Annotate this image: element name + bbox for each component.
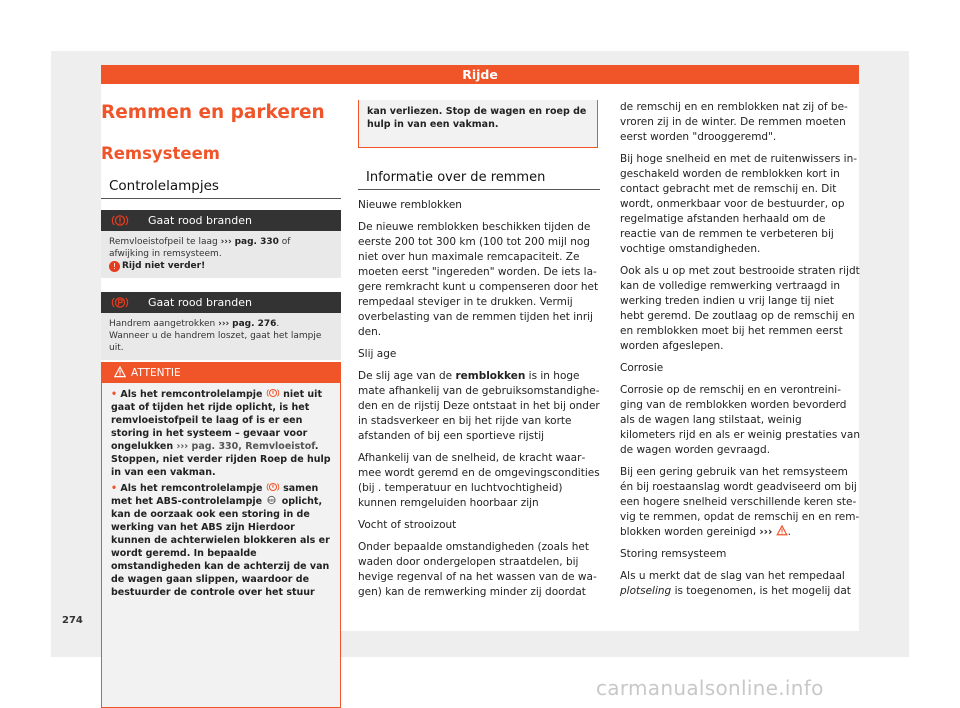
paragraph: Onder bepaalde omstandigheden (zoals het waden door ondergelopen straatdelen, bij hevige regenval of na het wassen van de wagen) kan de remwerking minder zij doordat [358, 541, 597, 598]
text: niet uit gaat of tijden het rijde oplicht, is het remvloeistofpeil te laag of is er een storing in het systeem – gevaar voor ongelukken [111, 389, 322, 452]
subheading: Vocht of strooizout [358, 519, 457, 531]
svg-text:ABS: ABS [267, 498, 276, 503]
warning-body [101, 231, 341, 278]
text: is toegenomen, is het mogelij dat [674, 585, 851, 597]
warning-bar [101, 210, 341, 231]
handbrake-icon [111, 296, 129, 309]
attention-box [101, 362, 341, 708]
paragraph: Afhankelij van de snelheid, de kracht waarmee wordt geremd en de omgevingscondities (bij . temperatuur en luchtvochtigheid) kunnen remgeluiden hoorbaar zijn [358, 452, 600, 509]
paragraph: Ook als u op met zout bestrooide straten rijdt kan de volledige remwerking vertraagd in werking treden indien u vrij lange tij niet hebt geremd. De zoutlaag op de remschij en en remblokken moet bij het remmen eerst worden afgeslepen. [620, 265, 860, 352]
warning-bold-text: Rijd niet verder! [122, 261, 206, 271]
ref-arrows: ››› [176, 441, 189, 452]
text: De slij age van de [358, 370, 453, 382]
ref-arrows: ››› [220, 237, 232, 247]
section-heading: Informatie over de remmen [366, 170, 546, 185]
text: Bij een gering gebruik van het remsysteem én bij roestaanslag wordt geadviseerd om bij een hogere snelheid verschillende keren stevig te remmen, opdat de remschij en en remblokken worden gereinigd [620, 466, 860, 538]
subheading: Corrosie [620, 362, 664, 374]
page-reference[interactable]: pag. 330 [234, 237, 279, 247]
warning-lamp-brake-fluid [101, 210, 341, 278]
text: . Stoppen, niet verder rijden Roep de hulp in van een vakman. [111, 441, 331, 478]
text: Als u merkt dat de slag van het rempedaal [620, 570, 845, 582]
brake-warning-icon [266, 388, 280, 398]
warning-triangle-icon [114, 366, 126, 378]
paragraph: Bij hoge snelheid en met de ruitenwissers ingeschakeld worden de remblokken kort in contact gebracht met de remschij en. Dit wordt, onmerkbaar voor de bestuurder, op regelmatige afstanden herhaald om de reactie van de remmen te verbeteren bij vochtige omstandigheden. [620, 153, 858, 255]
attention-header [102, 363, 340, 383]
paragraph [358, 369, 600, 444]
attention-item-1 [111, 388, 334, 479]
bullet: • [111, 389, 118, 400]
warning-lamp-handbrake [101, 292, 341, 360]
red-warning-icon: ! [109, 261, 120, 272]
page-number: 274 [62, 615, 83, 626]
brake-warning-icon [266, 482, 280, 492]
ref-arrows: ››› [759, 526, 773, 538]
attention-item-2 [111, 482, 334, 599]
paragraph: Corrosie op de remschij en en verontreiniging van de remblokken worden bevorderd als de wagen lang stilstaat, weinig kilometers rijd en als er weinig prestaties van de wagen worden gevraagd. [620, 384, 860, 456]
paragraph [620, 569, 860, 599]
warning-body [101, 313, 341, 360]
warning-text-end: . [276, 319, 280, 329]
subheading: Slij age [358, 348, 397, 360]
page-header: Rijde [101, 65, 859, 84]
divider [358, 189, 600, 190]
brake-warning-icon [111, 214, 129, 227]
attention-body [102, 383, 340, 599]
warning-text-end: of afwijking in remsysteem. [109, 237, 291, 259]
text: Als het remcontrolelampje [120, 483, 263, 494]
subheading: Storing remsysteem [620, 548, 727, 560]
attention-title: ATTENTIE [131, 367, 181, 379]
bullet: • [111, 483, 118, 494]
warning-bar [101, 292, 341, 313]
text: is in hoge mate afhankelij van de gebruiksomstandigheden en de rijstij Deze ontstaat in het bij onder in stadsverkeer en bij het rijde van korte afstanden of bij een sportieve rijstij [358, 370, 600, 442]
warning-triangle-icon[interactable] [776, 525, 788, 536]
paragraph [620, 465, 860, 540]
warning-bar-label: Gaat rood branden [148, 296, 252, 309]
italic-text: plotseling [620, 585, 672, 597]
paragraph: de remschij en en remblokken nat zij of bevroren zij in de winter. De remmen moeten eerst worden "drooggeremd". [620, 101, 848, 143]
abs-icon [265, 495, 278, 505]
text: oplicht, kan de oorzaak ook een storing in de werking van het ABS zijn Hierdoor kunnen de achterwielen blokkeren als er wordt geremd. In bepaalde omstandigheden kan de achterzij de van de wagen gaan slippen, waardoor de bestuurder de controle over het stuur [111, 496, 330, 598]
text: samen met het ABS-controlelampje [111, 483, 319, 507]
column-3 [620, 100, 860, 606]
watermark: carmanualsonline.info [596, 676, 824, 700]
warning-text: Remvloeistofpeil te laag [109, 237, 218, 247]
attention-box-continued: kan verliezen. Stop de wagen en roep de hulp in van een vakman. [358, 100, 598, 148]
bold-text: remblokken [455, 370, 526, 382]
subheading: Nieuwe remblokken [358, 199, 462, 211]
chapter-title: Remmen en parkeren [101, 102, 325, 123]
paragraph: De nieuwe remblokken beschikken tijden de eerste 200 tot 300 km (100 tot 200 mijl nog niet over hun maximale remcapaciteit. Ze moeten eerst "ingereden" worden. De iets lagere remkracht kunt u compenseren door het rempedaal steviger in te drukken. Vermij overbelasting van de remmen tijden het inrij den. [358, 221, 599, 338]
page-reference[interactable]: pag. 330, Remvloeistof [191, 441, 315, 452]
ref-arrows: ››› [218, 319, 230, 329]
page-reference[interactable]: pag. 276 [232, 319, 277, 329]
warning-text: Handrem aangetrokken [109, 319, 216, 329]
section-title: Remsysteem [101, 144, 220, 163]
divider [101, 198, 341, 199]
text: Als het remcontrolelampje [120, 389, 263, 400]
text: . [787, 526, 792, 538]
warning-text-2: Wanneer u de handrem loszet, gaat het lampje uit. [109, 331, 322, 353]
subsection-title: Controlelampjes [109, 178, 219, 194]
warning-bar-label: Gaat rood branden [148, 214, 252, 227]
column-2-text [358, 198, 600, 607]
